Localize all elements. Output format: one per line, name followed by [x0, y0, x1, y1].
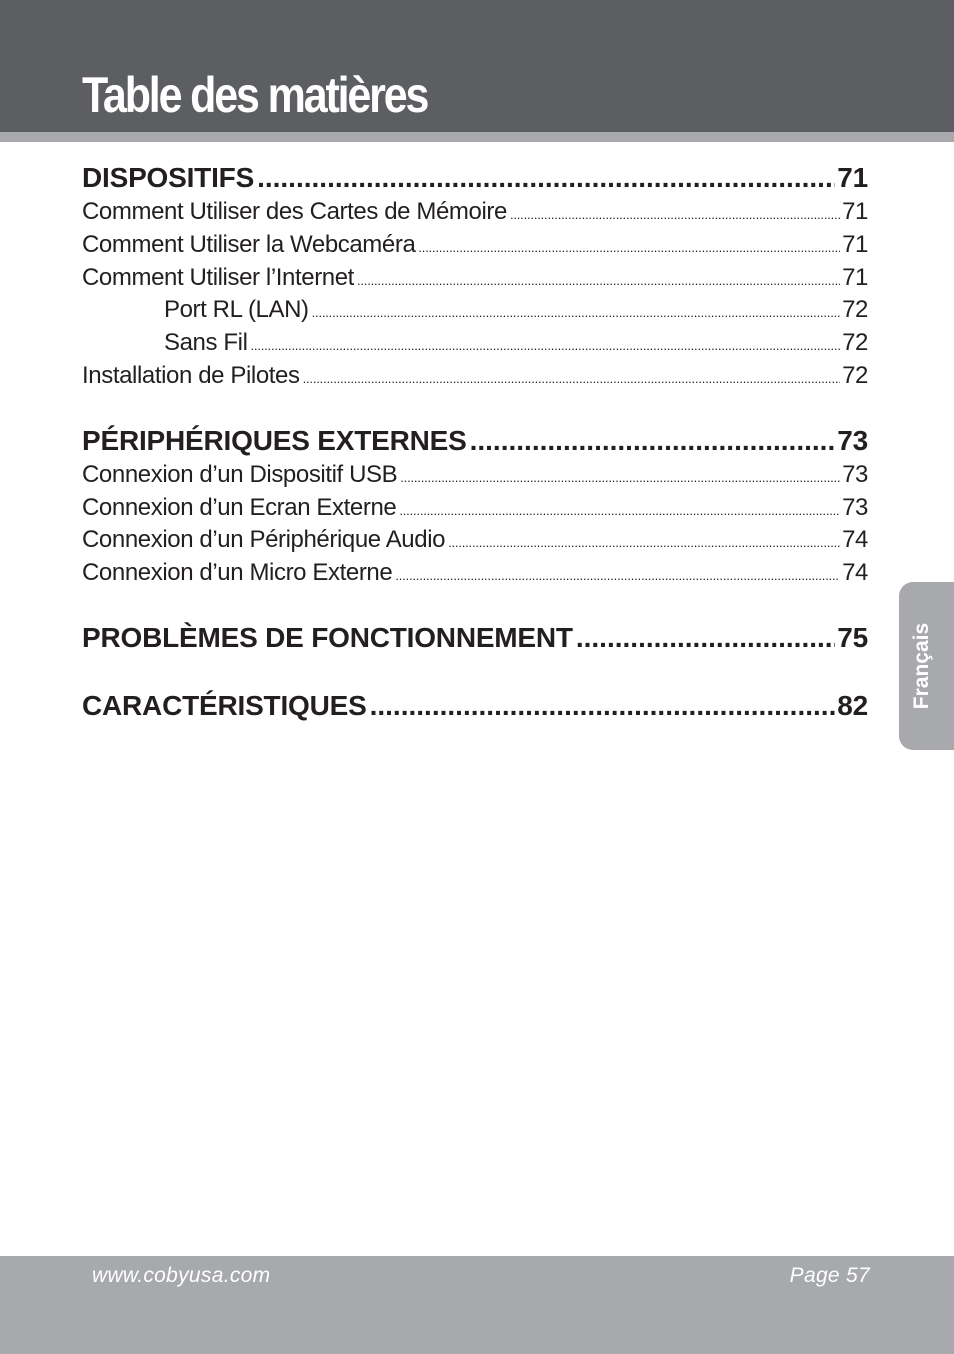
toc-item-label: Connexion d’un Dispositif USB: [82, 460, 398, 488]
toc-section-label: PÉRIPHÉRIQUES EXTERNES: [82, 424, 467, 456]
dot-leader: [303, 363, 840, 393]
footer-page-number: Page 57: [789, 1264, 870, 1287]
toc-page-number: 71: [842, 263, 868, 291]
toc-page-number: 72: [842, 296, 868, 324]
toc-page-number: 71: [837, 162, 868, 193]
toc-page-number: 72: [842, 329, 868, 357]
section-spacer: [82, 590, 868, 620]
toc-page-number: 74: [842, 526, 868, 554]
dot-leader: [400, 462, 840, 492]
toc-item-indented[interactable]: [82, 327, 868, 360]
toc-item-label: Comment Utiliser la Webcaméra: [82, 230, 416, 258]
toc-item[interactable]: [82, 557, 868, 590]
dot-leader: [370, 688, 836, 724]
toc-item-label: Port RL (LAN): [164, 296, 309, 324]
toc-page-number: 73: [842, 493, 868, 521]
toc-item-label: Comment Utiliser l’Internet: [82, 263, 354, 291]
toc-page-number: 72: [842, 361, 868, 389]
dot-leader: [470, 423, 836, 459]
toc-section-problemes-de-fonctionnement[interactable]: [82, 620, 868, 656]
table-of-contents: [82, 160, 868, 724]
toc-page-number: 73: [837, 424, 868, 456]
dot-leader: [312, 297, 840, 327]
page-title: Table des matières: [82, 67, 428, 123]
toc-page-number: 71: [842, 198, 868, 225]
dot-leader: [418, 232, 840, 262]
toc-item-label: Sans Fil: [164, 329, 248, 357]
toc-section-dispositifs[interactable]: [82, 160, 868, 196]
toc-section-peripheriques-externes[interactable]: [82, 423, 868, 459]
footer-url[interactable]: www.cobyusa.com: [92, 1264, 271, 1287]
dot-leader: [448, 527, 840, 557]
toc-item-label: Comment Utiliser des Cartes de Mémoire: [82, 198, 507, 225]
toc-item[interactable]: [82, 360, 868, 393]
toc-item-label: Connexion d’un Périphérique Audio: [82, 526, 446, 554]
toc-page-number: 74: [842, 559, 868, 587]
toc-section-label: PROBLÈMES DE FONCTIONNEMENT: [82, 621, 573, 653]
toc-page-number: 71: [842, 230, 868, 258]
toc-item[interactable]: [82, 524, 868, 557]
toc-page-number: 73: [842, 460, 868, 488]
dot-leader: [395, 560, 840, 590]
toc-item[interactable]: [82, 262, 868, 295]
toc-item-label: Connexion d’un Ecran Externe: [82, 493, 397, 521]
toc-page-number: 82: [837, 689, 868, 721]
toc-item[interactable]: [82, 196, 868, 229]
dot-leader: [399, 495, 840, 525]
toc-section-caracteristiques[interactable]: [82, 688, 868, 724]
dot-leader: [357, 265, 840, 295]
section-spacer: [82, 656, 868, 688]
header-accent-strip: [0, 132, 954, 142]
dot-leader: [576, 620, 835, 656]
toc-item[interactable]: [82, 229, 868, 262]
toc-section-label: CARACTÉRISTIQUES: [82, 689, 367, 721]
language-tab-label: Français: [910, 622, 933, 710]
toc-item-label: Installation de Pilotes: [82, 361, 300, 389]
dot-leader: [257, 160, 835, 196]
toc-item[interactable]: [82, 492, 868, 525]
toc-item[interactable]: [82, 459, 868, 492]
dot-leader: [510, 199, 840, 229]
toc-page-number: 75: [837, 621, 868, 653]
toc-item-label: Connexion d’un Micro Externe: [82, 559, 393, 587]
toc-item-indented[interactable]: [82, 294, 868, 327]
dot-leader: [251, 330, 841, 360]
section-spacer: [82, 393, 868, 423]
toc-section-label: DISPOSITIFS: [82, 162, 255, 193]
